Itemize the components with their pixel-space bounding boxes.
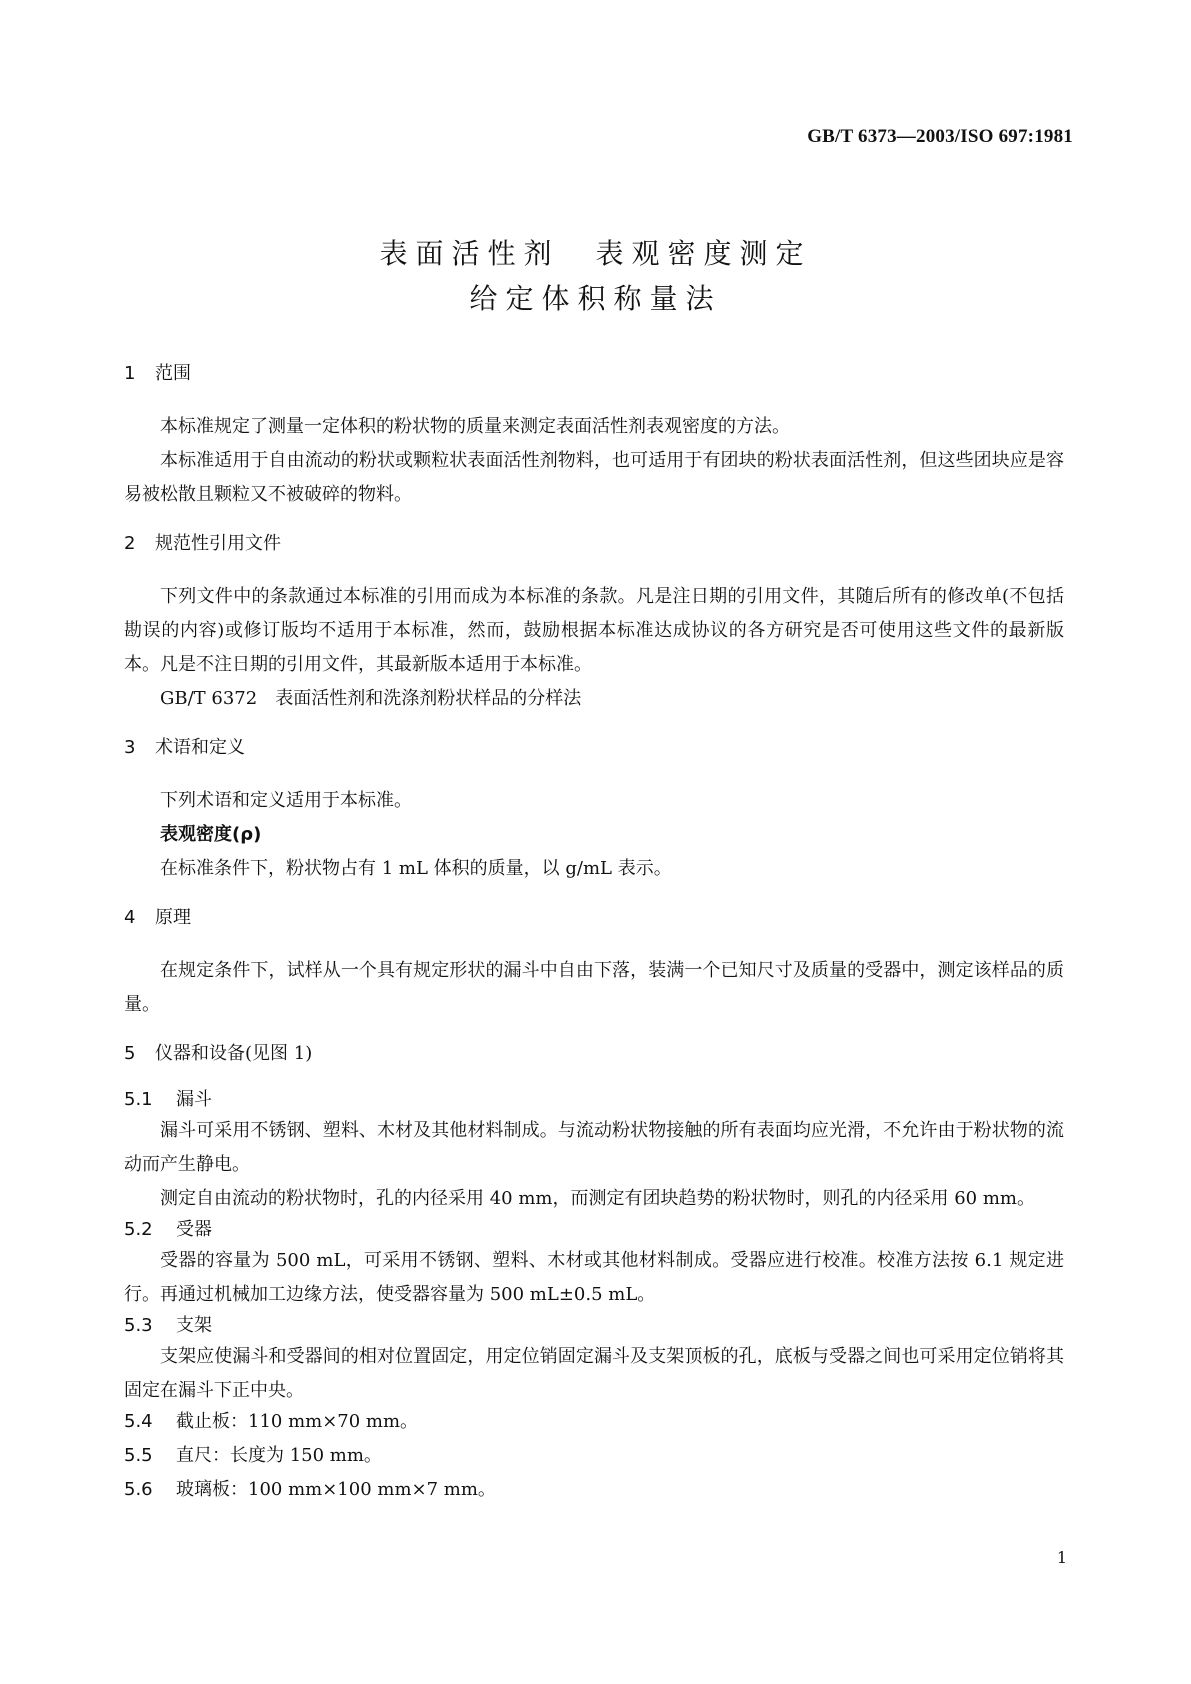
subsection-5-4 — [124, 1408, 1064, 1436]
subsection-title: 受器 — [176, 1219, 212, 1240]
subsection-5-3-heading — [124, 1312, 1064, 1340]
section-title: 原理 — [155, 907, 191, 928]
section-number: 2 — [124, 533, 136, 554]
subsection-number: 5.6 — [124, 1479, 153, 1500]
document-title-line2: 给定体积称量法 — [469, 282, 722, 315]
subsection-number: 5.4 — [124, 1411, 153, 1432]
section-title: 范围 — [155, 363, 191, 384]
section-4-paragraph-1: 在规定条件下，试样从一个具有规定形状的漏斗中自由下落，装满一个已知尺寸及质量的受器中，测定该样品的质量。 — [124, 960, 1064, 1015]
subsection-5-5 — [124, 1442, 1064, 1470]
section-1-paragraph-1: 本标准规定了测量一定体积的粉状物的质量来测定表面活性剂表观密度的方法。 — [160, 416, 790, 437]
section-number: 1 — [124, 363, 136, 384]
section-2-paragraph-1: 下列文件中的条款通过本标准的引用而成为本标准的条款。凡是注日期的引用文件，其随后所有的修改单(不包括勘误的内容)或修订版均不适用于本标准，然而，鼓励根据本标准达成协议的各方研究是否可使用这些文件的最新版本。凡是不注日期的引用文件，其最新版本适用于本标准。 — [124, 586, 1064, 675]
subsection-5-6 — [124, 1476, 1064, 1504]
section-number: 3 — [124, 737, 136, 758]
subsection-5-1-paragraph-1: 漏斗可采用不锈钢、塑料、木材及其他材料制成。与流动粉状物接触的所有表面均应光滑，不允许由于粉状物的流动而产生静电。 — [124, 1120, 1064, 1175]
section-3-paragraph-1: 下列术语和定义适用于本标准。 — [160, 790, 412, 811]
section-title-figure-ref: (见图 1) — [245, 1043, 313, 1064]
section-5-heading — [124, 1040, 1064, 1068]
subsection-5-1-paragraph-2: 测定自由流动的粉状物时，孔的内径采用 40 mm，而测定有团块趋势的粉状物时，则孔的内径采用 60 mm。 — [160, 1188, 1035, 1209]
document-title-line1: 表面活性剂 表观密度测定 — [379, 237, 812, 270]
subsection-title: 漏斗 — [176, 1089, 212, 1110]
section-1-paragraph-2: 本标准适用于自由流动的粉状或颗粒状表面活性剂物料，也可适用于有团块的粉状表面活性剂，但这些团块应是容易被松散且颗粒又不被破碎的物料。 — [124, 450, 1064, 505]
subsection-5-3-paragraph-1: 支架应使漏斗和受器间的相对位置固定，用定位销固定漏斗及支架顶板的孔，底板与受器之间也可采用定位销将其固定在漏斗下正中央。 — [124, 1346, 1064, 1401]
subsection-5-2-paragraph-1: 受器的容量为 500 mL，可采用不锈钢、塑料、木材或其他材料制成。受器应进行校准。校准方法按 6.1 规定进行。再通过机械加工边缘方法，使受器容量为 500 mL±0.5 mL。 — [124, 1250, 1064, 1305]
standard-id: GB/T 6373—2003/ISO 697:1981 — [807, 126, 1073, 147]
subsection-number: 5.2 — [124, 1219, 153, 1240]
section-1-heading — [124, 360, 1064, 388]
section-number: 5 — [124, 1043, 136, 1064]
section-title: 仪器和设备 — [155, 1043, 245, 1064]
term-definition: 在标准条件下，粉状物占有 1 mL 体积的质量，以 g/mL 表示。 — [160, 858, 672, 879]
section-4-heading — [124, 904, 1064, 932]
subsection-number: 5.3 — [124, 1315, 153, 1336]
subsection-title: 支架 — [176, 1315, 212, 1336]
section-2-heading — [124, 530, 1064, 558]
subsection-text: 直尺：长度为 150 mm。 — [176, 1445, 382, 1466]
section-title: 规范性引用文件 — [155, 533, 281, 554]
section-number: 4 — [124, 907, 136, 928]
subsection-number: 5.1 — [124, 1089, 153, 1110]
section-title: 术语和定义 — [155, 737, 245, 758]
subsection-text: 截止板：110 mm×70 mm。 — [176, 1411, 419, 1432]
page-number: 1 — [1056, 1548, 1067, 1567]
subsection-text: 玻璃板：100 mm×100 mm×7 mm。 — [176, 1479, 496, 1500]
subsection-number: 5.5 — [124, 1445, 153, 1466]
subsection-5-1-heading — [124, 1086, 1064, 1114]
section-3-heading — [124, 734, 1064, 762]
normative-reference: GB/T 6372 表面活性剂和洗涤剂粉状样品的分样法 — [160, 688, 582, 709]
term-apparent-density: 表观密度(ρ) — [160, 824, 262, 845]
subsection-5-2-heading — [124, 1216, 1064, 1244]
document-body — [124, 360, 1064, 1504]
